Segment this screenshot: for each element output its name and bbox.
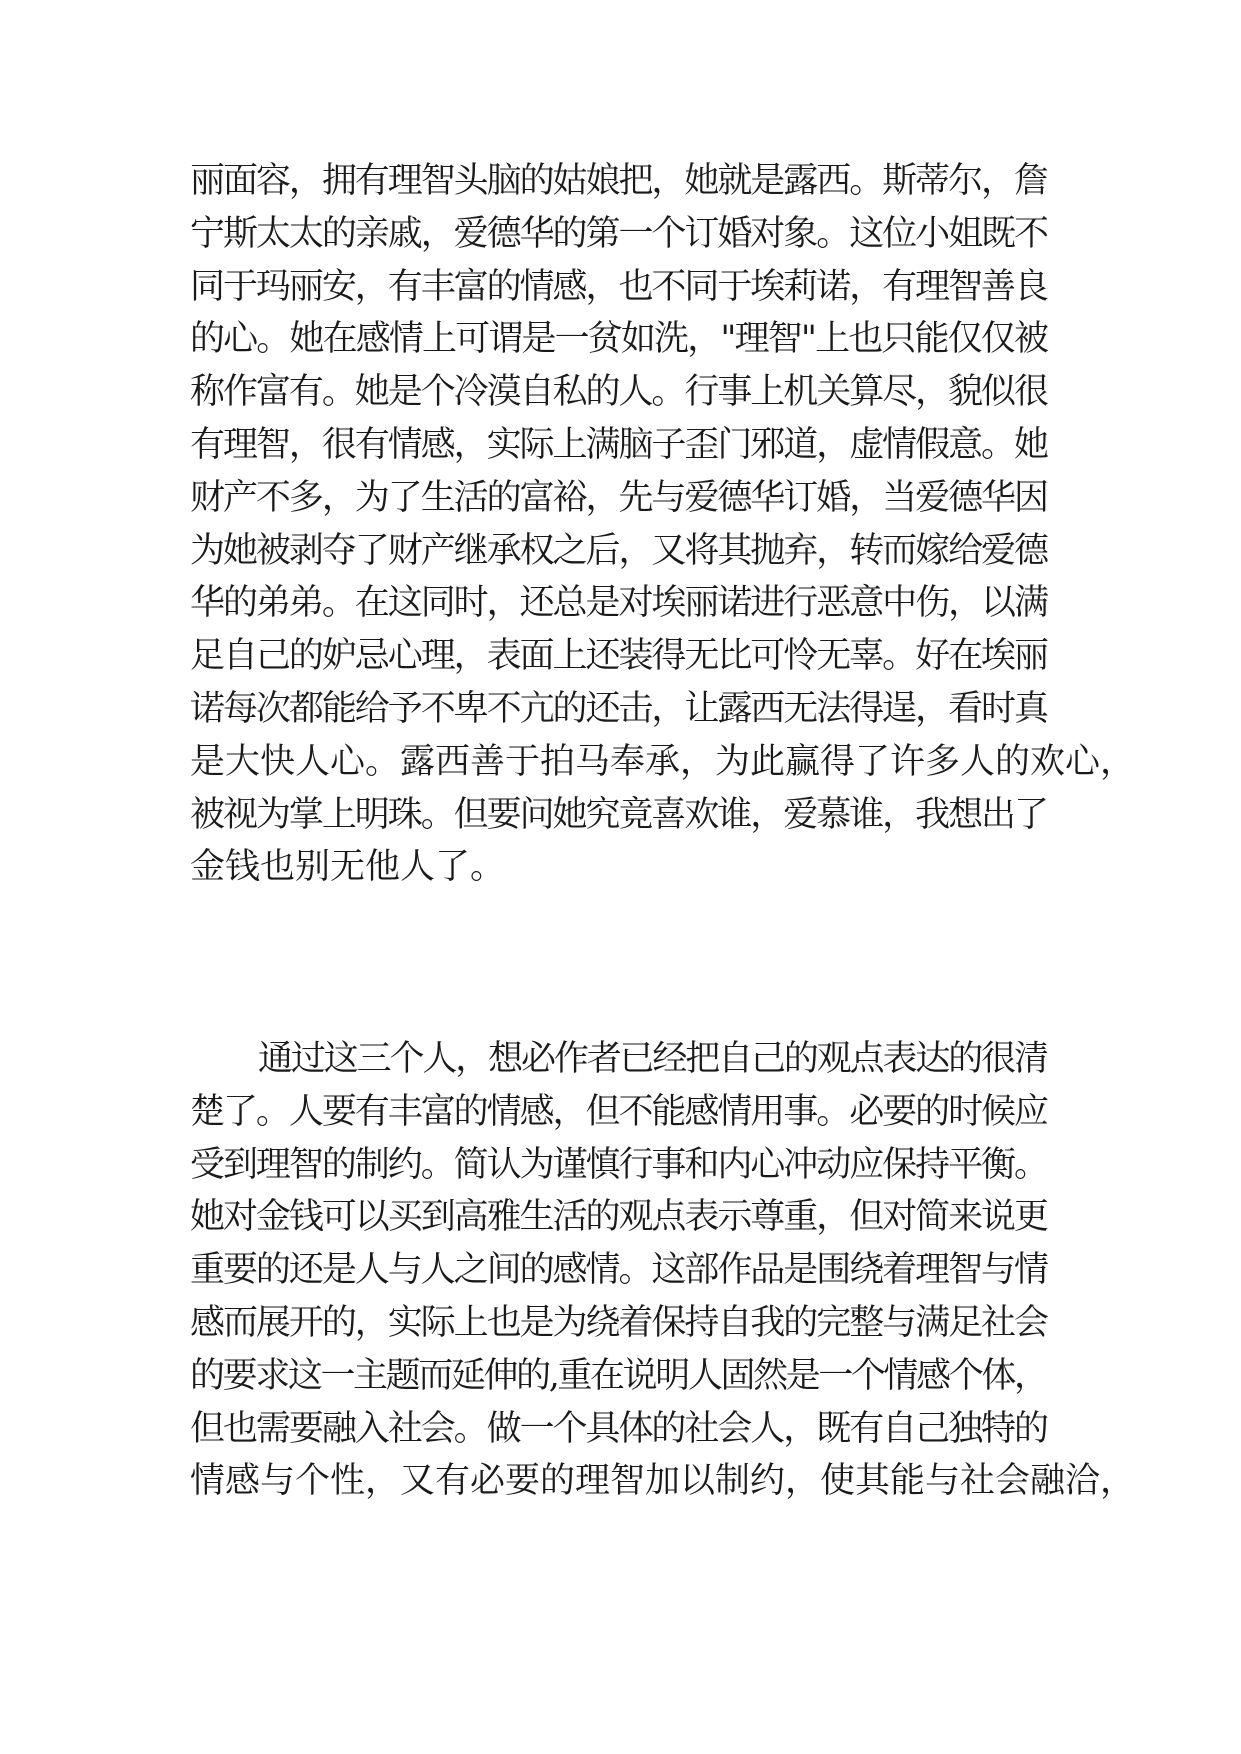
text-line: 通过这三个人，想必作者已经把自己的观点表达的很清	[258, 1039, 1047, 1079]
text-line: 有理智，很有情感，实际上满脑子歪门邪道，虚情假意。她	[190, 425, 1047, 465]
text-line: 为她被剥夺了财产继承权之后，又将其抛弃，转而嫁给爱德	[190, 530, 1047, 571]
text-line: 楚了。人要有丰富的情感，但不能感情用事。必要的时候应	[190, 1091, 1047, 1132]
text-line: 丽面容，拥有理智头脑的姑娘把，她就是露西。斯蒂尔，詹	[190, 161, 1047, 201]
text-line: 同于玛丽安，有丰富的情感，也不同于埃莉诺，有理智善良	[190, 266, 1047, 307]
text-line: 感而展开的，实际上也是为绕着保持自我的完整与满足社会	[190, 1303, 1047, 1343]
text-line: 的心。她在感情上可谓是一贫如洗，"理智"上也只能仅仅被	[190, 319, 1048, 360]
text-line: 受到理智的制约。简认为谨慎行事和内心冲动应保持平衡。	[190, 1144, 1047, 1185]
text-line: 她对金钱可以买到高雅生活的观点表示尊重，但对简来说更	[190, 1197, 1047, 1238]
text-line: 的要求这一主题而延伸的,重在说明人固然是一个情感个体，	[190, 1355, 1047, 1396]
text-line: 财产不多，为了生活的富裕，先与爱德华订婚，当爱德华因	[190, 477, 1047, 518]
text-line: 足自己的妒忌心理，表面上还装得无比可怜无辜。好在埃丽	[190, 636, 1047, 677]
text-line: 被视为掌上明珠。但要问她究竟喜欢谁，爱慕谁，我想出了	[190, 794, 1047, 835]
text-line: 是大快人心。露西善于拍马奉承，为此赢得了许多人的欢心，	[190, 741, 1136, 782]
text-line: 重要的还是人与人之间的感情。这部作品是围绕着理智与情	[190, 1250, 1047, 1291]
text-line: 华的弟弟。在这同时，还总是对埃丽诺进行恶意中伤，以满	[190, 583, 1047, 624]
text-line: 宁斯太太的亲戚，爱德华的第一个订婚对象。这位小姐既不	[190, 213, 1047, 254]
text-line: 称作富有。她是个冷漠自私的人。行事上机关算尽，貌似很	[190, 372, 1047, 413]
text-line: 金钱也别无他人了。	[190, 847, 506, 888]
text-line: 情感与个性，又有必要的理智加以制约，使其能与社会融洽，	[190, 1461, 1136, 1502]
text-line: 但也需要融入社会。做一个具体的社会人，既有自己独特的	[190, 1408, 1047, 1449]
text-line: 诺每次都能给予不卑不亢的还击，让露西无法得逞，看时真	[190, 689, 1047, 729]
